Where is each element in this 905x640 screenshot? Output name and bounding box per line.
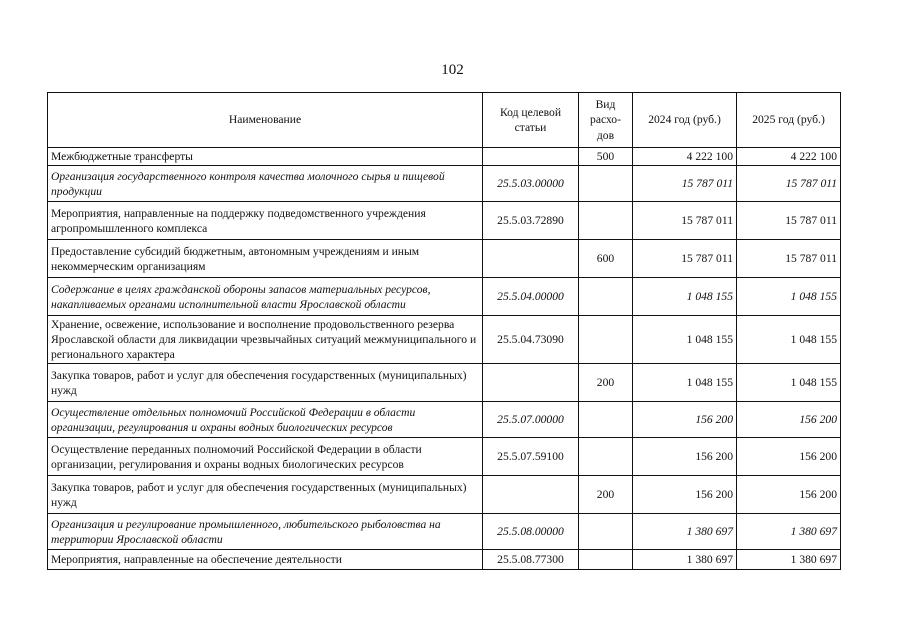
row-name: Организация и регулирование промышленного, любительского рыболовства на территории Ярославской области (48, 514, 483, 550)
row-name: Предоставление субсидий бюджетным, автономным учреждениям и иным некоммерческим организациям (48, 240, 483, 278)
header-name: Наименование (48, 93, 483, 148)
table-row (48, 476, 841, 514)
table-row (48, 148, 841, 166)
table-header-row (48, 93, 841, 148)
table-row (48, 364, 841, 402)
row-2025: 4 222 100 (737, 148, 841, 166)
header-2024: 2024 год (руб.) (633, 93, 737, 148)
row-2025: 15 787 011 (737, 240, 841, 278)
header-2025: 2025 год (руб.) (737, 93, 841, 148)
table-row (48, 514, 841, 550)
row-expense-type: 600 (579, 240, 633, 278)
row-2024: 156 200 (633, 402, 737, 438)
row-expense-type (579, 278, 633, 316)
row-code: 25.5.03.72890 (483, 202, 579, 240)
table-row (48, 438, 841, 476)
row-2024: 156 200 (633, 438, 737, 476)
row-name: Организация государственного контроля качества молочного сырья и пищевой продукции (48, 166, 483, 202)
row-expense-type (579, 550, 633, 570)
row-2025: 1 380 697 (737, 550, 841, 570)
row-2024: 156 200 (633, 476, 737, 514)
table-row (48, 166, 841, 202)
row-expense-type: 200 (579, 364, 633, 402)
row-2025: 15 787 011 (737, 202, 841, 240)
row-code: 25.5.03.00000 (483, 166, 579, 202)
row-2025: 1 048 155 (737, 278, 841, 316)
row-2025: 156 200 (737, 476, 841, 514)
row-2024: 1 380 697 (633, 514, 737, 550)
table-row (48, 278, 841, 316)
row-2024: 15 787 011 (633, 202, 737, 240)
row-code: 25.5.07.00000 (483, 402, 579, 438)
row-name: Межбюджетные трансферты (48, 148, 483, 166)
row-2025: 1 048 155 (737, 316, 841, 364)
row-code (483, 240, 579, 278)
row-code (483, 364, 579, 402)
row-2024: 15 787 011 (633, 166, 737, 202)
table-row (48, 402, 841, 438)
row-name: Закупка товаров, работ и услуг для обеспечения государственных (муниципальных) нужд (48, 476, 483, 514)
row-2025: 1 048 155 (737, 364, 841, 402)
row-code: 25.5.08.77300 (483, 550, 579, 570)
row-code: 25.5.04.73090 (483, 316, 579, 364)
row-expense-type: 200 (579, 476, 633, 514)
table-row (48, 202, 841, 240)
table-row (48, 550, 841, 570)
table-row (48, 316, 841, 364)
row-code (483, 148, 579, 166)
row-expense-type: 500 (579, 148, 633, 166)
row-expense-type (579, 438, 633, 476)
page-number: 102 (441, 62, 464, 78)
row-2024: 1 380 697 (633, 550, 737, 570)
row-expense-type (579, 316, 633, 364)
table-body (48, 148, 841, 570)
row-name: Мероприятия, направленные на поддержку подведомственного учреждения агропромышленного комплекса (48, 202, 483, 240)
row-code: 25.5.04.00000 (483, 278, 579, 316)
row-name: Закупка товаров, работ и услуг для обеспечения государственных (муниципальных) нужд (48, 364, 483, 402)
header-type: Вид расхо-дов (579, 93, 633, 148)
row-2024: 1 048 155 (633, 364, 737, 402)
row-2025: 156 200 (737, 402, 841, 438)
row-name: Осуществление переданных полномочий Российской Федерации в области организации, регулирования и охраны водных биологических ресурсов (48, 438, 483, 476)
row-2024: 15 787 011 (633, 240, 737, 278)
row-expense-type (579, 202, 633, 240)
row-code: 25.5.08.00000 (483, 514, 579, 550)
table-row (48, 240, 841, 278)
header-code: Код целевой статьи (483, 93, 579, 148)
row-expense-type (579, 402, 633, 438)
row-2025: 1 380 697 (737, 514, 841, 550)
row-2024: 1 048 155 (633, 316, 737, 364)
row-2024: 4 222 100 (633, 148, 737, 166)
row-expense-type (579, 514, 633, 550)
row-name: Мероприятия, направленные на обеспечение деятельности (48, 550, 483, 570)
row-code: 25.5.07.59100 (483, 438, 579, 476)
row-code (483, 476, 579, 514)
row-expense-type (579, 166, 633, 202)
row-name: Осуществление отдельных полномочий Российской Федерации в области организации, регулирования и охраны водных биологических ресурсов (48, 402, 483, 438)
row-name: Хранение, освежение, использование и восполнение продовольственного резерва Ярославской области для ликвидации чрезвычайных ситуаций межмуниципального и регионального характера (48, 316, 483, 364)
row-2024: 1 048 155 (633, 278, 737, 316)
row-name: Содержание в целях гражданской обороны запасов материальных ресурсов, накапливаемых органами исполнительной власти Ярославской области (48, 278, 483, 316)
row-2025: 156 200 (737, 438, 841, 476)
row-2025: 15 787 011 (737, 166, 841, 202)
budget-table (47, 92, 841, 570)
